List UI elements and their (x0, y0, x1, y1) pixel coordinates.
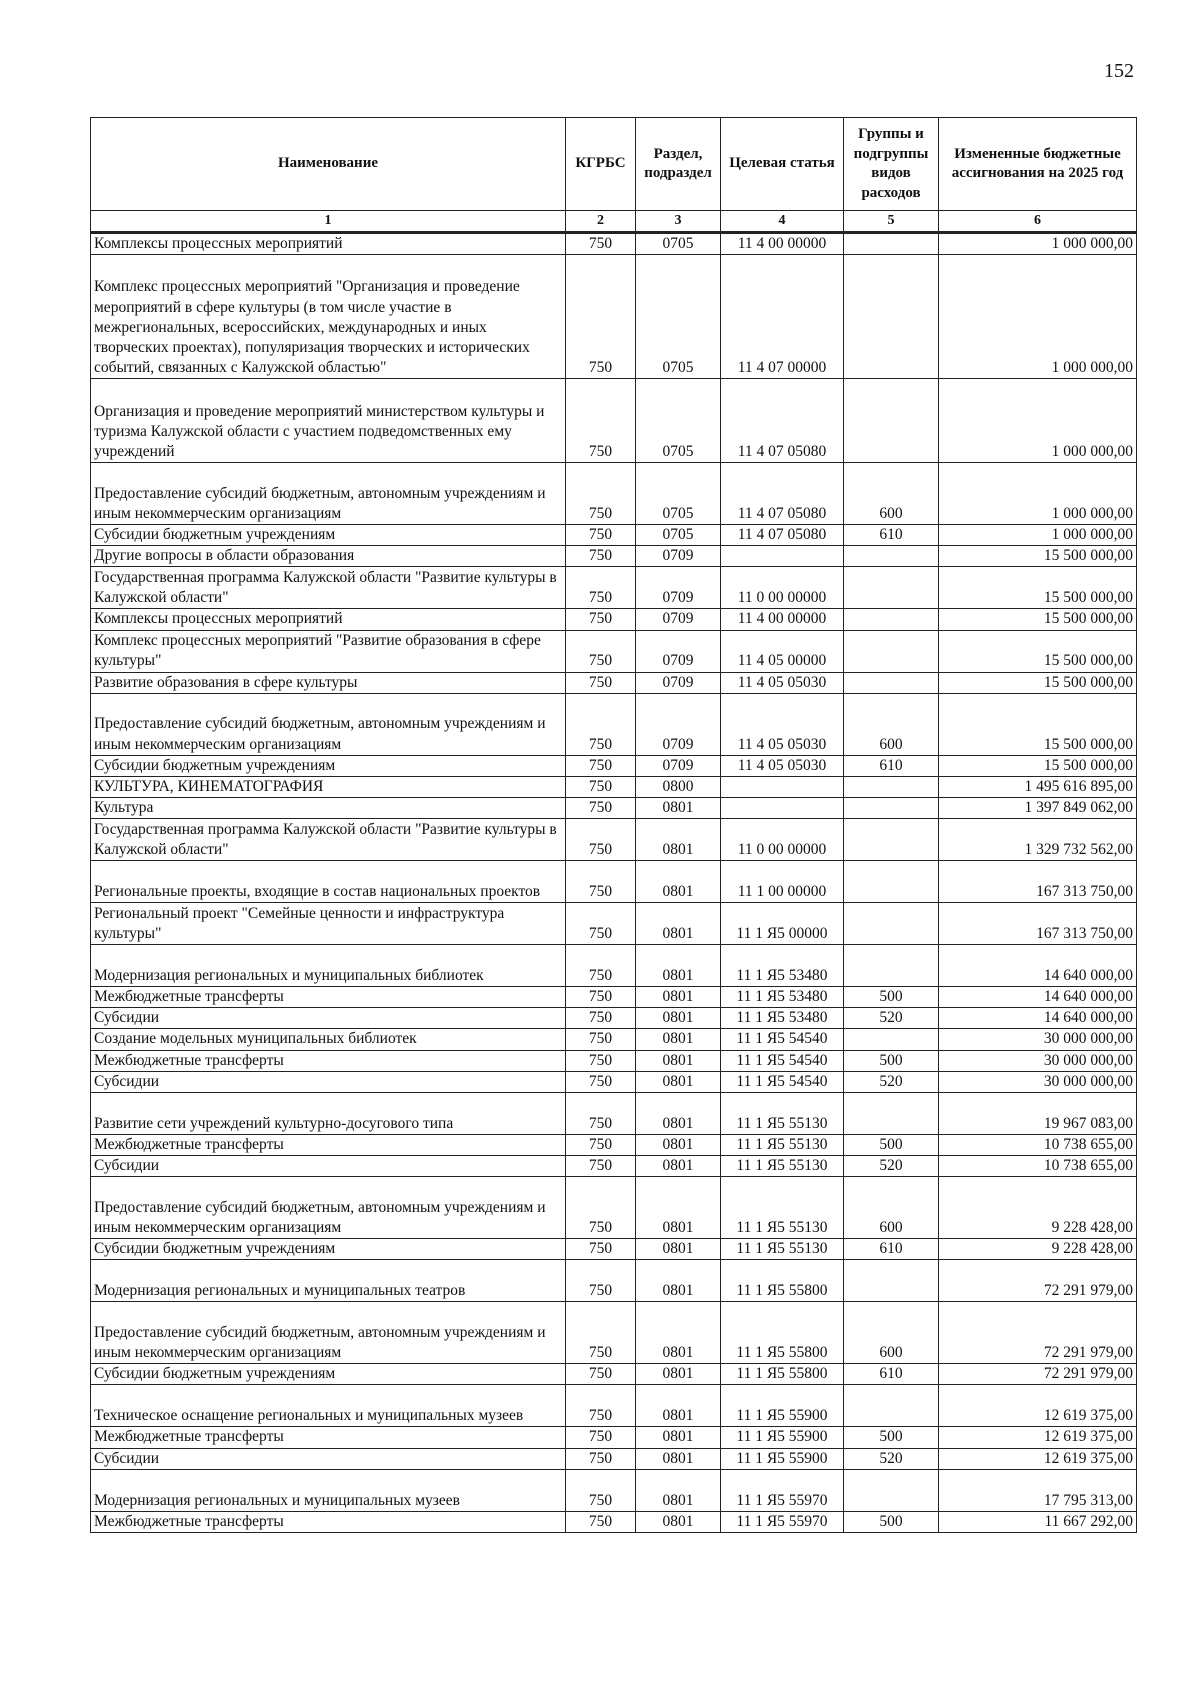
cell-section: 0801 (636, 1469, 721, 1511)
cell-section: 0801 (636, 1155, 721, 1176)
cell-article: 11 1 Я5 55800 (721, 1260, 844, 1302)
cell-expense-type: 600 (844, 1177, 939, 1239)
cell-expense-type (844, 567, 939, 609)
column-number: 3 (636, 211, 721, 233)
cell-expense-type (844, 1469, 939, 1511)
cell-section: 0801 (636, 945, 721, 987)
cell-name: Субсидии (91, 1008, 566, 1029)
cell-article: 11 4 05 05030 (721, 755, 844, 776)
cell-amount: 1 000 000,00 (939, 255, 1137, 379)
cell-article: 11 1 Я5 00000 (721, 903, 844, 945)
cell-kgrbs: 750 (566, 1260, 636, 1302)
table-row (91, 463, 1137, 525)
table-row (91, 1260, 1137, 1302)
cell-kgrbs: 750 (566, 903, 636, 945)
cell-expense-type (844, 797, 939, 818)
cell-section: 0709 (636, 546, 721, 567)
cell-name: Предоставление субсидий бюджетным, автономным учреждениям и иным некоммерческим организациям (91, 463, 566, 525)
cell-name: Субсидии (91, 1448, 566, 1469)
cell-article (721, 546, 844, 567)
cell-article: 11 4 07 05080 (721, 525, 844, 546)
cell-name: Субсидии бюджетным учреждениям (91, 1239, 566, 1260)
table-row (91, 630, 1137, 672)
cell-amount: 12 619 375,00 (939, 1385, 1137, 1427)
cell-article: 11 1 Я5 55130 (721, 1239, 844, 1260)
cell-article: 11 4 00 00000 (721, 609, 844, 630)
cell-kgrbs: 750 (566, 567, 636, 609)
table-row (91, 693, 1137, 755)
cell-expense-type: 610 (844, 755, 939, 776)
cell-amount: 30 000 000,00 (939, 1050, 1137, 1071)
cell-kgrbs: 750 (566, 1427, 636, 1448)
cell-kgrbs: 750 (566, 819, 636, 861)
cell-amount: 30 000 000,00 (939, 1071, 1137, 1092)
cell-section: 0801 (636, 1029, 721, 1050)
cell-section: 0709 (636, 672, 721, 693)
cell-kgrbs: 750 (566, 776, 636, 797)
cell-name: Предоставление субсидий бюджетным, автономным учреждениям и иным некоммерческим организациям (91, 1177, 566, 1239)
cell-kgrbs: 750 (566, 255, 636, 379)
cell-expense-type (844, 255, 939, 379)
cell-section: 0709 (636, 755, 721, 776)
cell-expense-type (844, 546, 939, 567)
cell-article: 11 0 00 00000 (721, 819, 844, 861)
cell-amount: 14 640 000,00 (939, 1008, 1137, 1029)
cell-amount: 19 967 083,00 (939, 1092, 1137, 1134)
cell-name: Межбюджетные трансферты (91, 1427, 566, 1448)
cell-name: Развитие образования в сфере культуры (91, 672, 566, 693)
page-number: 152 (1104, 60, 1134, 82)
cell-name: Комплекс процессных мероприятий "Развитие образования в сфере культуры" (91, 630, 566, 672)
cell-expense-type: 500 (844, 1511, 939, 1532)
column-number: 5 (844, 211, 939, 233)
cell-amount: 15 500 000,00 (939, 546, 1137, 567)
table-row (91, 776, 1137, 797)
cell-expense-type (844, 776, 939, 797)
cell-kgrbs: 750 (566, 1469, 636, 1511)
cell-article: 11 1 Я5 54540 (721, 1050, 844, 1071)
cell-expense-type: 500 (844, 1134, 939, 1155)
cell-section: 0801 (636, 1427, 721, 1448)
cell-kgrbs: 750 (566, 546, 636, 567)
cell-expense-type (844, 630, 939, 672)
cell-kgrbs: 750 (566, 1008, 636, 1029)
cell-kgrbs: 750 (566, 755, 636, 776)
table-row (91, 1511, 1137, 1532)
cell-article: 11 4 05 05030 (721, 693, 844, 755)
table-row (91, 819, 1137, 861)
cell-article: 11 1 Я5 54540 (721, 1029, 844, 1050)
cell-name: Предоставление субсидий бюджетным, автономным учреждениям и иным некоммерческим организациям (91, 693, 566, 755)
cell-name: Межбюджетные трансферты (91, 1511, 566, 1532)
cell-section: 0801 (636, 1239, 721, 1260)
cell-section: 0705 (636, 463, 721, 525)
table-row (91, 1029, 1137, 1050)
budget-table (90, 117, 1137, 1533)
cell-kgrbs: 750 (566, 1134, 636, 1155)
cell-article: 11 1 Я5 53480 (721, 1008, 844, 1029)
table-body (91, 233, 1137, 1533)
cell-expense-type (844, 609, 939, 630)
cell-kgrbs: 750 (566, 1071, 636, 1092)
cell-article: 11 1 Я5 55130 (721, 1177, 844, 1239)
cell-name: Субсидии бюджетным учреждениям (91, 1364, 566, 1385)
cell-amount: 167 313 750,00 (939, 861, 1137, 903)
cell-section: 0709 (636, 693, 721, 755)
cell-section: 0801 (636, 1448, 721, 1469)
cell-name: Создание модельных муниципальных библиотек (91, 1029, 566, 1050)
column-number: 6 (939, 211, 1137, 233)
table-row (91, 1448, 1137, 1469)
cell-article: 11 4 07 05080 (721, 379, 844, 463)
cell-section: 0709 (636, 630, 721, 672)
cell-name: Субсидии (91, 1071, 566, 1092)
cell-kgrbs: 750 (566, 1050, 636, 1071)
cell-kgrbs: 750 (566, 693, 636, 755)
cell-amount: 14 640 000,00 (939, 945, 1137, 987)
cell-section: 0705 (636, 525, 721, 546)
table-row (91, 1008, 1137, 1029)
cell-article: 11 1 Я5 55900 (721, 1427, 844, 1448)
cell-article: 11 1 Я5 55970 (721, 1469, 844, 1511)
cell-expense-type (844, 903, 939, 945)
cell-expense-type: 600 (844, 463, 939, 525)
cell-amount: 9 228 428,00 (939, 1239, 1137, 1260)
cell-article: 11 4 00 00000 (721, 233, 844, 255)
cell-expense-type: 520 (844, 1071, 939, 1092)
cell-expense-type: 500 (844, 1050, 939, 1071)
cell-section: 0705 (636, 379, 721, 463)
cell-expense-type (844, 819, 939, 861)
cell-article: 11 1 Я5 54540 (721, 1071, 844, 1092)
cell-article: 11 1 Я5 55800 (721, 1364, 844, 1385)
cell-amount: 10 738 655,00 (939, 1155, 1137, 1176)
cell-name: Государственная программа Калужской области "Развитие культуры в Калужской области" (91, 819, 566, 861)
cell-article: 11 1 Я5 53480 (721, 987, 844, 1008)
cell-article: 11 1 Я5 55900 (721, 1448, 844, 1469)
cell-section: 0801 (636, 1008, 721, 1029)
cell-name: Организация и проведение мероприятий министерством культуры и туризма Калужской области с участием подведомственных ему учреждений (91, 379, 566, 463)
table-row (91, 609, 1137, 630)
table-row (91, 1050, 1137, 1071)
table-row (91, 546, 1137, 567)
cell-amount: 1 329 732 562,00 (939, 819, 1137, 861)
cell-section: 0801 (636, 1511, 721, 1532)
cell-expense-type: 520 (844, 1448, 939, 1469)
cell-kgrbs: 750 (566, 1364, 636, 1385)
cell-name: Модернизация региональных и муниципальных библиотек (91, 945, 566, 987)
column-number: 2 (566, 211, 636, 233)
cell-section: 0801 (636, 797, 721, 818)
cell-section: 0801 (636, 861, 721, 903)
cell-expense-type (844, 233, 939, 255)
cell-article: 11 4 05 05030 (721, 672, 844, 693)
cell-expense-type (844, 1092, 939, 1134)
cell-expense-type: 600 (844, 1302, 939, 1364)
cell-amount: 1 000 000,00 (939, 463, 1137, 525)
cell-name: Межбюджетные трансферты (91, 987, 566, 1008)
cell-section: 0801 (636, 1092, 721, 1134)
column-number: 1 (91, 211, 566, 233)
cell-kgrbs: 750 (566, 1092, 636, 1134)
cell-section: 0801 (636, 903, 721, 945)
cell-amount: 30 000 000,00 (939, 1029, 1137, 1050)
table-row (91, 1134, 1137, 1155)
cell-name: Государственная программа Калужской области "Развитие культуры в Калужской области" (91, 567, 566, 609)
cell-article: 11 1 Я5 55900 (721, 1385, 844, 1427)
cell-expense-type (844, 861, 939, 903)
cell-name: Субсидии бюджетным учреждениям (91, 755, 566, 776)
table-row (91, 1385, 1137, 1427)
cell-article (721, 797, 844, 818)
cell-name: Межбюджетные трансферты (91, 1050, 566, 1071)
table-row (91, 379, 1137, 463)
table-row (91, 567, 1137, 609)
table-row (91, 525, 1137, 546)
cell-amount: 15 500 000,00 (939, 755, 1137, 776)
table-row (91, 987, 1137, 1008)
table-row (91, 1092, 1137, 1134)
cell-name: Субсидии бюджетным учреждениям (91, 525, 566, 546)
cell-name: Культура (91, 797, 566, 818)
table-row (91, 1177, 1137, 1239)
cell-kgrbs: 750 (566, 1177, 636, 1239)
cell-section: 0705 (636, 255, 721, 379)
cell-article: 11 1 Я5 53480 (721, 945, 844, 987)
cell-amount: 1 397 849 062,00 (939, 797, 1137, 818)
cell-article: 11 1 Я5 55800 (721, 1302, 844, 1364)
cell-expense-type (844, 672, 939, 693)
cell-section: 0801 (636, 1177, 721, 1239)
cell-amount: 72 291 979,00 (939, 1364, 1137, 1385)
cell-section: 0800 (636, 776, 721, 797)
cell-amount: 15 500 000,00 (939, 693, 1137, 755)
cell-article (721, 776, 844, 797)
table-row (91, 1427, 1137, 1448)
cell-section: 0801 (636, 1385, 721, 1427)
cell-expense-type: 500 (844, 987, 939, 1008)
cell-amount: 12 619 375,00 (939, 1448, 1137, 1469)
table-row (91, 1071, 1137, 1092)
cell-amount: 15 500 000,00 (939, 567, 1137, 609)
cell-section: 0801 (636, 1050, 721, 1071)
cell-kgrbs: 750 (566, 463, 636, 525)
cell-expense-type (844, 1260, 939, 1302)
cell-article: 11 0 00 00000 (721, 567, 844, 609)
header-expense-type: Группы и подгруппы видов расходов (844, 118, 939, 211)
cell-amount: 1 495 616 895,00 (939, 776, 1137, 797)
cell-name: Другие вопросы в области образования (91, 546, 566, 567)
cell-name: Региональные проекты, входящие в состав национальных проектов (91, 861, 566, 903)
cell-name: Комплекс процессных мероприятий "Организация и проведение мероприятий в сфере культуры (в том числе участие в межрегиональных, всероссийских, международных и иных творческих проектах), популяризация творческих и исторических событий, связанных с Калужской областью" (91, 255, 566, 379)
header-row (91, 118, 1137, 211)
cell-section: 0801 (636, 987, 721, 1008)
table-row (91, 233, 1137, 255)
cell-kgrbs: 750 (566, 1511, 636, 1532)
cell-article: 11 4 07 00000 (721, 255, 844, 379)
table-row (91, 755, 1137, 776)
cell-section: 0801 (636, 1134, 721, 1155)
cell-article: 11 4 05 00000 (721, 630, 844, 672)
cell-section: 0709 (636, 609, 721, 630)
cell-section: 0801 (636, 1071, 721, 1092)
table-row (91, 672, 1137, 693)
table-row (91, 797, 1137, 818)
cell-kgrbs: 750 (566, 379, 636, 463)
cell-section: 0705 (636, 233, 721, 255)
cell-amount: 15 500 000,00 (939, 672, 1137, 693)
cell-amount: 9 228 428,00 (939, 1177, 1137, 1239)
column-number: 4 (721, 211, 844, 233)
cell-amount: 1 000 000,00 (939, 379, 1137, 463)
cell-section: 0801 (636, 1364, 721, 1385)
cell-amount: 1 000 000,00 (939, 525, 1137, 546)
header-amount: Измененные бюджетные ассигнования на 2025 год (939, 118, 1137, 211)
cell-article: 11 1 Я5 55130 (721, 1092, 844, 1134)
table-row (91, 1302, 1137, 1364)
table-row (91, 903, 1137, 945)
cell-article: 11 4 07 05080 (721, 463, 844, 525)
cell-article: 11 1 Я5 55970 (721, 1511, 844, 1532)
cell-expense-type: 610 (844, 525, 939, 546)
cell-kgrbs: 750 (566, 1448, 636, 1469)
cell-article: 11 1 Я5 55130 (721, 1155, 844, 1176)
table-row (91, 1469, 1137, 1511)
header-section: Раздел, подраздел (636, 118, 721, 211)
cell-amount: 15 500 000,00 (939, 630, 1137, 672)
cell-kgrbs: 750 (566, 861, 636, 903)
cell-amount: 10 738 655,00 (939, 1134, 1137, 1155)
cell-expense-type (844, 1385, 939, 1427)
header-kgrbs: КГРБС (566, 118, 636, 211)
cell-amount: 14 640 000,00 (939, 987, 1137, 1008)
cell-amount: 167 313 750,00 (939, 903, 1137, 945)
cell-amount: 11 667 292,00 (939, 1511, 1137, 1532)
cell-article: 11 1 Я5 55130 (721, 1134, 844, 1155)
cell-name: Предоставление субсидий бюджетным, автономным учреждениям и иным некоммерческим организациям (91, 1302, 566, 1364)
cell-name: Развитие сети учреждений культурно-досугового типа (91, 1092, 566, 1134)
cell-expense-type: 520 (844, 1008, 939, 1029)
cell-amount: 1 000 000,00 (939, 233, 1137, 255)
cell-name: Модернизация региональных и муниципальных музеев (91, 1469, 566, 1511)
cell-kgrbs: 750 (566, 525, 636, 546)
cell-amount: 72 291 979,00 (939, 1302, 1137, 1364)
header-article: Целевая статья (721, 118, 844, 211)
cell-name: Комплексы процессных мероприятий (91, 233, 566, 255)
cell-name: Техническое оснащение региональных и муниципальных музеев (91, 1385, 566, 1427)
table-row (91, 1364, 1137, 1385)
cell-kgrbs: 750 (566, 672, 636, 693)
cell-kgrbs: 750 (566, 945, 636, 987)
cell-name: Комплексы процессных мероприятий (91, 609, 566, 630)
cell-expense-type: 600 (844, 693, 939, 755)
cell-kgrbs: 750 (566, 233, 636, 255)
cell-amount: 12 619 375,00 (939, 1427, 1137, 1448)
column-number-row (91, 211, 1137, 233)
header-name: Наименование (91, 118, 566, 211)
cell-name: Региональный проект "Семейные ценности и инфраструктура культуры" (91, 903, 566, 945)
cell-name: Модернизация региональных и муниципальных театров (91, 1260, 566, 1302)
cell-name: КУЛЬТУРА, КИНЕМАТОГРАФИЯ (91, 776, 566, 797)
table-row (91, 945, 1137, 987)
cell-kgrbs: 750 (566, 609, 636, 630)
cell-section: 0709 (636, 567, 721, 609)
cell-article: 11 1 00 00000 (721, 861, 844, 903)
table-row (91, 1155, 1137, 1176)
cell-section: 0801 (636, 819, 721, 861)
cell-expense-type: 610 (844, 1239, 939, 1260)
cell-expense-type (844, 1029, 939, 1050)
cell-kgrbs: 750 (566, 630, 636, 672)
cell-section: 0801 (636, 1260, 721, 1302)
table-row (91, 861, 1137, 903)
cell-kgrbs: 750 (566, 1385, 636, 1427)
cell-kgrbs: 750 (566, 1029, 636, 1050)
cell-amount: 17 795 313,00 (939, 1469, 1137, 1511)
cell-expense-type: 610 (844, 1364, 939, 1385)
table-row (91, 1239, 1137, 1260)
cell-name: Межбюджетные трансферты (91, 1134, 566, 1155)
cell-expense-type: 520 (844, 1155, 939, 1176)
table-row (91, 255, 1137, 379)
cell-kgrbs: 750 (566, 797, 636, 818)
cell-expense-type (844, 945, 939, 987)
cell-kgrbs: 750 (566, 1155, 636, 1176)
cell-expense-type: 500 (844, 1427, 939, 1448)
cell-amount: 72 291 979,00 (939, 1260, 1137, 1302)
cell-kgrbs: 750 (566, 1302, 636, 1364)
cell-name: Субсидии (91, 1155, 566, 1176)
cell-section: 0801 (636, 1302, 721, 1364)
cell-expense-type (844, 379, 939, 463)
cell-kgrbs: 750 (566, 987, 636, 1008)
cell-amount: 15 500 000,00 (939, 609, 1137, 630)
cell-kgrbs: 750 (566, 1239, 636, 1260)
